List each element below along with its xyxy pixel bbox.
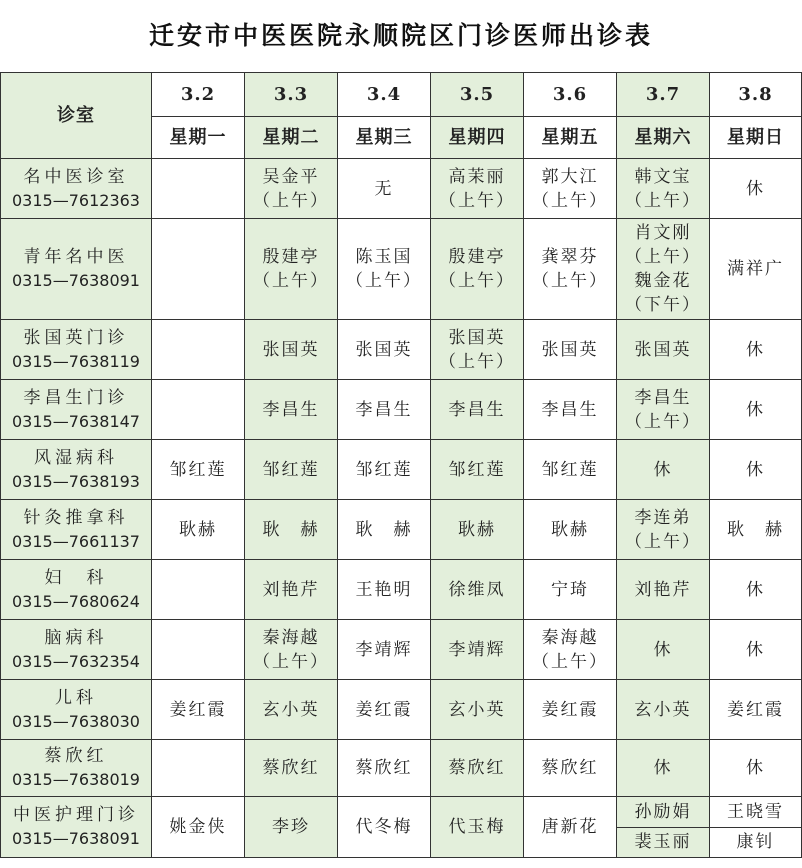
room-cell <box>1 680 152 740</box>
doctor-name: 休 <box>746 579 765 600</box>
doctor-cell <box>524 440 617 500</box>
doctor-name: 张国英 <box>448 327 506 348</box>
doctor-cell <box>152 380 245 440</box>
doctor-name: 李昌生 <box>634 387 692 408</box>
session-note: （上午） <box>625 411 701 432</box>
doctor-name: 张国英 <box>355 339 413 360</box>
room-cell <box>1 500 152 560</box>
doctor-cell <box>617 440 710 500</box>
doctor-name: 李连弟 <box>634 507 692 528</box>
doctor-cell <box>152 680 245 740</box>
doctor-cell <box>617 500 710 560</box>
doctor-cell <box>338 797 431 858</box>
session-note: （上午） <box>253 190 329 211</box>
weekday-header: 星期二 <box>245 117 338 159</box>
room-phone: 0315—7632354 <box>12 651 140 671</box>
table-row <box>1 159 802 219</box>
doctor-name: 李昌生 <box>262 399 320 420</box>
doctor-cell <box>431 680 524 740</box>
table-row <box>1 380 802 440</box>
doctor-cell <box>617 560 710 620</box>
doctor-name: 张国英 <box>634 339 692 360</box>
room-name: 张国英门诊 <box>23 327 129 348</box>
doctor-cell <box>245 620 338 680</box>
doctor-cell <box>617 797 710 858</box>
room-phone: 0315—7638119 <box>12 351 140 371</box>
doctor-name: 耿赫 <box>179 519 217 540</box>
doctor-cell <box>245 159 338 219</box>
room-name: 脑病科 <box>44 627 108 648</box>
weekday-header: 星期一 <box>152 117 245 159</box>
room-cell <box>1 440 152 500</box>
doctor-cell <box>431 320 524 380</box>
doctor-name: 魏金花 <box>634 271 692 291</box>
doctor-name: 耿 赫 <box>262 519 320 540</box>
doctor-cell <box>245 797 338 858</box>
weekday-header: 星期三 <box>338 117 431 159</box>
doctor-name: 高茉丽 <box>448 166 506 187</box>
doctor-cell <box>617 380 710 440</box>
room-phone: 0315—7638091 <box>12 829 140 848</box>
doctor-cell <box>338 440 431 500</box>
doctor-name: 休 <box>746 339 765 360</box>
doctor-name: 秦海越 <box>541 627 599 648</box>
doctor-cell <box>710 159 802 219</box>
doctor-cell <box>338 320 431 380</box>
table-row <box>1 560 802 620</box>
doctor-name: 吴金平 <box>262 166 320 187</box>
doctor-name: 休 <box>746 639 765 660</box>
doctor-cell <box>524 219 617 320</box>
room-cell <box>1 380 152 440</box>
doctor-cell <box>431 740 524 797</box>
room-cell <box>1 797 152 858</box>
session-note: （上午） <box>625 531 701 552</box>
doctor-cell <box>617 620 710 680</box>
doctor-name: 李珍 <box>272 817 310 837</box>
room-cell <box>1 159 152 219</box>
doctor-cell <box>245 440 338 500</box>
doctor-cell <box>617 320 710 380</box>
doctor-cell <box>524 500 617 560</box>
doctor-name: 姜红霞 <box>169 699 227 720</box>
table-row <box>1 740 802 797</box>
date-header: 3.4 <box>338 73 431 117</box>
doctor-name: 龚翠芬 <box>541 247 599 267</box>
doctor-cell <box>338 620 431 680</box>
doctor-cell <box>710 219 802 320</box>
weekday-header: 星期五 <box>524 117 617 159</box>
table-row <box>1 797 802 858</box>
doctor-name: 耿赫 <box>551 519 589 540</box>
session-note: （上午） <box>532 651 608 672</box>
doctor-cell <box>245 380 338 440</box>
doctor-cell <box>245 560 338 620</box>
doctor-cell <box>152 740 245 797</box>
doctor-cell <box>152 440 245 500</box>
doctor-name: 邹红莲 <box>262 459 320 480</box>
doctor-name: 李靖辉 <box>355 639 413 660</box>
doctor-name: 姜红霞 <box>355 699 413 720</box>
doctor-name: 邹红莲 <box>448 459 506 480</box>
doctor-cell <box>710 620 802 680</box>
room-name: 风湿病科 <box>34 447 118 468</box>
doctor-name: 蔡欣红 <box>541 758 599 778</box>
table-row <box>1 440 802 500</box>
room-phone: 0315—7638091 <box>12 271 140 290</box>
doctor-name: 郭大江 <box>541 166 599 187</box>
doctor-cell <box>431 380 524 440</box>
doctor-cell <box>431 500 524 560</box>
doctor-cell <box>245 500 338 560</box>
doctor-name: 姜红霞 <box>541 699 599 720</box>
session-note: （上午） <box>532 271 608 291</box>
doctor-cell <box>338 380 431 440</box>
doctor-cell <box>338 159 431 219</box>
room-name: 针灸推拿科 <box>23 507 129 528</box>
date-header: 3.6 <box>524 73 617 117</box>
doctor-name: 蔡欣红 <box>262 758 320 778</box>
doctor-cell <box>617 680 710 740</box>
doctor-name: 蔡欣红 <box>355 758 413 778</box>
doctor-cell <box>152 159 245 219</box>
doctor-name: 休 <box>653 639 673 660</box>
doctor-cell <box>524 680 617 740</box>
room-phone: 0315—7638019 <box>12 770 140 789</box>
table-row <box>1 620 802 680</box>
doctor-name: 徐维凤 <box>448 579 506 600</box>
doctor-name: 李靖辉 <box>448 639 506 660</box>
doctor-cell <box>524 320 617 380</box>
weekday-header: 星期日 <box>710 117 802 159</box>
doctor-cell <box>710 320 802 380</box>
doctor-cell <box>152 797 245 858</box>
session-note: （上午） <box>625 247 701 267</box>
weekday-header: 星期六 <box>617 117 710 159</box>
doctor-cell <box>524 380 617 440</box>
room-name: 青年名中医 <box>23 247 129 267</box>
doctor-name: 邹红莲 <box>355 459 413 480</box>
doctor-cell <box>245 219 338 320</box>
doctor-cell <box>431 797 524 858</box>
doctor-cell <box>710 797 802 858</box>
room-phone: 0315—7638193 <box>12 471 140 491</box>
date-header: 3.3 <box>245 73 338 117</box>
room-name: 妇 科 <box>44 567 108 588</box>
room-cell <box>1 620 152 680</box>
doctor-cell <box>338 560 431 620</box>
doctor-name: 无 <box>374 178 394 199</box>
doctor-cell <box>431 560 524 620</box>
doctor-cell <box>524 797 617 858</box>
doctor-cell <box>245 740 338 797</box>
doctor-cell <box>617 159 710 219</box>
doctor-name: 孙励娟 <box>617 798 709 828</box>
doctor-name: 休 <box>746 399 765 420</box>
doctor-name: 玄小英 <box>448 699 506 720</box>
doctor-name: 耿 赫 <box>355 519 413 540</box>
page-title: 迁安市中医医院永顺院区门诊医师出诊表 <box>148 21 653 50</box>
room-phone: 0315—7661137 <box>12 531 140 551</box>
doctor-name: 代玉梅 <box>448 817 506 837</box>
doctor-name: 刘艳芹 <box>262 579 320 600</box>
doctor-name: 裴玉丽 <box>634 831 692 852</box>
doctor-cell <box>152 219 245 320</box>
doctor-name: 王艳明 <box>355 579 413 600</box>
room-cell <box>1 560 152 620</box>
doctor-name: 休 <box>746 459 765 480</box>
session-note: （上午） <box>439 351 515 372</box>
doctor-cell <box>524 740 617 797</box>
doctor-name: 唐新花 <box>541 817 599 837</box>
doctor-name: 邹红莲 <box>541 459 599 480</box>
date-header: 3.5 <box>431 73 524 117</box>
doctor-name: 耿赫 <box>458 519 496 540</box>
doctor-name: 肖文刚 <box>634 223 692 243</box>
doctor-name: 陈玉国 <box>355 247 413 267</box>
session-note: （上午） <box>625 190 701 211</box>
doctor-name: 李昌生 <box>355 399 413 420</box>
room-name: 李昌生门诊 <box>23 387 129 408</box>
room-name: 蔡欣红 <box>44 746 108 766</box>
table-row <box>1 219 802 320</box>
session-note: （上午） <box>439 271 515 291</box>
doctor-cell <box>152 620 245 680</box>
date-header: 3.7 <box>617 73 710 117</box>
room-phone: 0315—7680624 <box>12 591 140 611</box>
doctor-cell <box>245 680 338 740</box>
doctor-name: 姚金侠 <box>169 817 227 837</box>
session-note: （上午） <box>346 271 422 291</box>
doctor-cell <box>710 500 802 560</box>
table-row <box>1 320 802 380</box>
table-row <box>1 500 802 560</box>
date-header: 3.8 <box>710 73 802 117</box>
doctor-cell <box>710 740 802 797</box>
doctor-name: 玄小英 <box>262 699 320 720</box>
doctor-cell <box>431 440 524 500</box>
session-note: （下午） <box>625 295 701 315</box>
table-row <box>1 680 802 740</box>
doctor-name: 宁琦 <box>551 579 589 600</box>
room-cell <box>1 740 152 797</box>
doctor-cell <box>710 440 802 500</box>
doctor-name: 张国英 <box>262 339 320 360</box>
doctor-cell <box>245 320 338 380</box>
room-cell <box>1 320 152 380</box>
room-phone: 0315—7638030 <box>12 711 140 731</box>
doctor-name: 殷建亭 <box>448 247 506 267</box>
room-header: 诊室 <box>1 73 152 159</box>
doctor-name: 刘艳芹 <box>634 579 692 600</box>
doctor-cell <box>152 500 245 560</box>
doctor-cell <box>710 560 802 620</box>
room-phone: 0315—7612363 <box>12 190 140 210</box>
doctor-cell <box>338 740 431 797</box>
doctor-name: 代冬梅 <box>355 817 413 837</box>
doctor-cell <box>152 320 245 380</box>
doctor-cell <box>524 560 617 620</box>
doctor-name: 耿 赫 <box>727 519 784 540</box>
doctor-cell <box>338 680 431 740</box>
weekday-header: 星期四 <box>431 117 524 159</box>
doctor-name: 殷建亭 <box>262 247 320 267</box>
doctor-cell <box>431 620 524 680</box>
doctor-name: 秦海越 <box>262 627 320 648</box>
doctor-name: 李昌生 <box>541 399 599 420</box>
date-header: 3.2 <box>152 73 245 117</box>
doctor-cell <box>710 380 802 440</box>
doctor-name: 韩文宝 <box>634 166 692 187</box>
doctor-cell <box>431 159 524 219</box>
doctor-name: 康钊 <box>736 831 775 852</box>
session-note: （上午） <box>253 271 329 291</box>
doctor-cell <box>524 159 617 219</box>
doctor-name: 休 <box>746 758 765 778</box>
doctor-cell <box>338 219 431 320</box>
room-cell <box>1 219 152 320</box>
doctor-cell <box>617 740 710 797</box>
doctor-name: 满祥广 <box>727 259 784 279</box>
schedule-table <box>0 72 802 858</box>
session-note: （上午） <box>253 651 329 672</box>
doctor-name: 蔡欣红 <box>448 758 506 778</box>
doctor-name: 王晓雪 <box>710 798 801 828</box>
doctor-cell <box>152 560 245 620</box>
doctor-name: 休 <box>653 459 673 480</box>
doctor-name: 休 <box>746 178 765 199</box>
room-name: 中医护理门诊 <box>13 805 139 825</box>
room-phone: 0315—7638147 <box>12 411 140 431</box>
session-note: （上午） <box>532 190 608 211</box>
doctor-cell <box>617 219 710 320</box>
doctor-name: 邹红莲 <box>169 459 227 480</box>
doctor-name: 休 <box>653 758 673 778</box>
doctor-name: 姜红霞 <box>727 699 784 720</box>
doctor-cell <box>710 680 802 740</box>
doctor-cell <box>338 500 431 560</box>
doctor-cell <box>431 219 524 320</box>
doctor-name: 李昌生 <box>448 399 506 420</box>
doctor-name: 张国英 <box>541 339 599 360</box>
room-name: 名中医诊室 <box>23 166 129 187</box>
room-name: 儿科 <box>55 687 97 708</box>
doctor-cell <box>524 620 617 680</box>
session-note: （上午） <box>439 190 515 211</box>
doctor-name: 玄小英 <box>634 699 692 720</box>
